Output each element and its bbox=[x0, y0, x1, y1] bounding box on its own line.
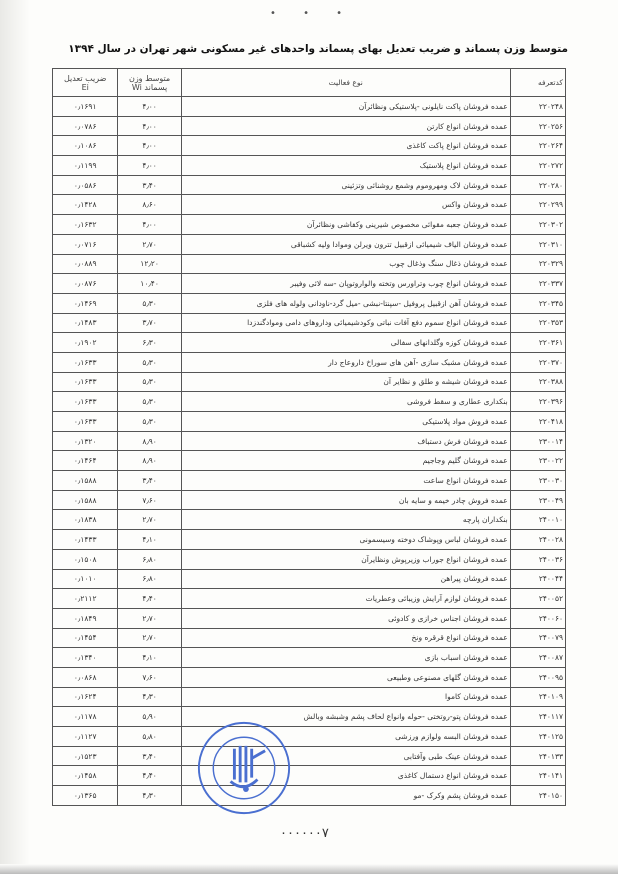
cell-code: ۲۴۰۱۰۹ bbox=[510, 687, 565, 707]
table-row bbox=[53, 412, 566, 432]
cell-ei: ۰٫۱۴۶۹ bbox=[53, 293, 118, 313]
cell-code: ۲۲۰۳۰۲ bbox=[510, 215, 565, 235]
cell-wi: ۱۲٫۲۰ bbox=[118, 254, 181, 274]
cell-wi: ۳٫۴۰ bbox=[118, 471, 181, 491]
cell-wi: ۵٫۸۰ bbox=[118, 727, 181, 747]
cell-code: ۲۲۰۳۸۸ bbox=[510, 372, 565, 392]
cell-activity: عمده فروشان انواع دستمال کاغذی bbox=[181, 766, 510, 786]
cell-ei: ۰٫۰۸۷۶ bbox=[53, 274, 118, 294]
cell-ei: ۰٫۱۶۲۴ bbox=[53, 687, 118, 707]
table-row bbox=[53, 431, 566, 451]
cell-code: ۲۴۰۰۸۷ bbox=[510, 648, 565, 668]
cell-activity: عمده فروشان جعبه مقوائی مخصوص شیرینی وکفاشی ونظائرآن bbox=[181, 215, 510, 235]
cell-ei: ۰٫۱۵۸۸ bbox=[53, 471, 118, 491]
header-wi-line1: متوسط وزن bbox=[128, 73, 171, 83]
cell-wi: ۴٫۴۰ bbox=[118, 589, 181, 609]
table-row bbox=[53, 471, 566, 491]
cell-activity: عمده فروشان فرش دستباف bbox=[181, 431, 510, 451]
cell-code: ۲۲۰۲۵۶ bbox=[510, 116, 565, 136]
cell-ei: ۰٫۱۱۹۹ bbox=[53, 156, 118, 176]
cell-activity: بنکداران پارچه bbox=[181, 510, 510, 530]
table-row bbox=[53, 333, 566, 353]
cell-ei: ۰٫۱۹۰۲ bbox=[53, 333, 118, 353]
cell-activity: بنکداری عطاری و سقط فروشی bbox=[181, 392, 510, 412]
table-row bbox=[53, 510, 566, 530]
document-title: متوسط وزن پسماند و ضریب تعدیل بهای پسماند واحدهای غیر مسکونی شهر تهران در سال ۱۳۹۴ bbox=[68, 43, 568, 55]
cell-activity: عمده فروشان انواع پلاستیک bbox=[181, 156, 510, 176]
cell-wi: ۵٫۳۰ bbox=[118, 372, 181, 392]
table-row bbox=[53, 195, 566, 215]
cell-activity: عمده فروشان لباس وپوشاک دوخته وسیسمونی bbox=[181, 530, 510, 550]
cell-wi: ۵٫۳۰ bbox=[118, 392, 181, 412]
cell-activity: عمده فروشان لوازم آرایش وزیبائی وعطریات bbox=[181, 589, 510, 609]
cell-code: ۲۴۰۱۱۷ bbox=[510, 707, 565, 727]
cell-code: ۲۲۰۳۱۰ bbox=[510, 234, 565, 254]
cell-activity: عمده فروشان مشبک سازی -آهن های سوراخ داروعاج دار bbox=[181, 352, 510, 372]
cell-wi: ۲٫۷۰ bbox=[118, 608, 181, 628]
cell-ei: ۰٫۱۸۳۸ bbox=[53, 510, 118, 530]
cell-wi: ۴٫۳۰ bbox=[118, 687, 181, 707]
cell-code: ۲۴۰۱۲۵ bbox=[510, 727, 565, 747]
cell-wi: ۴٫۰۰ bbox=[118, 215, 181, 235]
cell-activity: عمده فروشان شیشه و طلق و نظایر آن bbox=[181, 372, 510, 392]
cell-activity: عمده فروشان انواع چوب وتراورس وتخته والواروتوپان -سه لائی وفیبر bbox=[181, 274, 510, 294]
table-row bbox=[53, 549, 566, 569]
table-row bbox=[53, 766, 566, 786]
cell-wi: ۲٫۷۰ bbox=[118, 628, 181, 648]
cell-wi: ۳٫۴۰ bbox=[118, 175, 181, 195]
cell-wi: ۸٫۶۰ bbox=[118, 195, 181, 215]
cell-wi: ۷٫۶۰ bbox=[118, 490, 181, 510]
cell-code: ۲۴۰۰۷۹ bbox=[510, 628, 565, 648]
cell-code: ۲۲۰۳۶۱ bbox=[510, 333, 565, 353]
cell-wi: ۴٫۳۰ bbox=[118, 786, 181, 806]
table-row bbox=[53, 648, 566, 668]
cell-ei: ۰٫۱۶۳۳ bbox=[53, 372, 118, 392]
cell-ei: ۰٫۱۴۵۴ bbox=[53, 628, 118, 648]
cell-code: ۲۴۰۱۴۱ bbox=[510, 766, 565, 786]
cell-ei: ۰٫۱۸۴۹ bbox=[53, 608, 118, 628]
table-row bbox=[53, 254, 566, 274]
cell-wi: ۷٫۶۰ bbox=[118, 667, 181, 687]
cell-activity: عمده فروشان انواع قرقره ونخ bbox=[181, 628, 510, 648]
table-row bbox=[53, 530, 566, 550]
table-row bbox=[53, 569, 566, 589]
cell-code: ۲۳۰۰۲۲ bbox=[510, 451, 565, 471]
cell-ei: ۰٫۱۰۸۶ bbox=[53, 136, 118, 156]
table-row bbox=[53, 116, 566, 136]
cell-code: ۲۲۰۳۵۳ bbox=[510, 313, 565, 333]
cell-wi: ۶٫۸۰ bbox=[118, 569, 181, 589]
cell-code: ۲۴۰۰۳۶ bbox=[510, 549, 565, 569]
cell-ei: ۰٫۰۸۸۹ bbox=[53, 254, 118, 274]
cell-wi: ۵٫۳۰ bbox=[118, 412, 181, 432]
table-row bbox=[53, 215, 566, 235]
table-header-row bbox=[53, 69, 566, 97]
cell-wi: ۸٫۹۰ bbox=[118, 451, 181, 471]
cell-ei: ۰٫۱۴۲۸ bbox=[53, 195, 118, 215]
cell-wi: ۴٫۴۰ bbox=[118, 766, 181, 786]
cell-wi: ۴٫۰۰ bbox=[118, 116, 181, 136]
header-code: کدتعرفه bbox=[510, 69, 565, 97]
cell-code: ۲۲۰۲۴۸ bbox=[510, 97, 565, 117]
cell-activity: عمده فروشان انواع پاکت کاغذی bbox=[181, 136, 510, 156]
cell-ei: ۰٫۱۵۲۳ bbox=[53, 746, 118, 766]
cell-activity: عمده فروشان انواع جوراب وزیرپوش ونظایرآن bbox=[181, 549, 510, 569]
cell-code: ۲۲۰۲۶۴ bbox=[510, 136, 565, 156]
table-row bbox=[53, 372, 566, 392]
cell-ei: ۰٫۱۶۳۲ bbox=[53, 215, 118, 235]
cell-wi: ۲٫۷۰ bbox=[118, 234, 181, 254]
table-row bbox=[53, 136, 566, 156]
cell-code: ۲۲۰۲۸۰ bbox=[510, 175, 565, 195]
cell-activity: عمده فروشان کوزه وگلدانهای سفالی bbox=[181, 333, 510, 353]
cell-wi: ۳٫۴۰ bbox=[118, 746, 181, 766]
cell-activity: عمده فروشان اجناس خرازی و کادوئی bbox=[181, 608, 510, 628]
table-row bbox=[53, 589, 566, 609]
table-row bbox=[53, 451, 566, 471]
table-row bbox=[53, 274, 566, 294]
cell-code: ۲۴۰۱۳۳ bbox=[510, 746, 565, 766]
cell-wi: ۸٫۹۰ bbox=[118, 431, 181, 451]
cell-wi: ۶٫۸۰ bbox=[118, 549, 181, 569]
cell-activity: عمده فروش مواد پلاستیکی bbox=[181, 412, 510, 432]
cell-ei: ۰٫۱۳۲۰ bbox=[53, 431, 118, 451]
waste-tariff-table bbox=[52, 68, 566, 806]
cell-wi: ۵٫۳۰ bbox=[118, 293, 181, 313]
header-ei bbox=[53, 69, 118, 97]
header-ei-line2: Ei bbox=[81, 82, 89, 92]
cell-ei: ۰٫۱۶۳۳ bbox=[53, 412, 118, 432]
cell-ei: ۰٫۰۸۶۸ bbox=[53, 667, 118, 687]
cell-wi: ۴٫۰۰ bbox=[118, 156, 181, 176]
cell-ei: ۰٫۰۵۸۶ bbox=[53, 175, 118, 195]
cell-code: ۲۴۰۰۲۸ bbox=[510, 530, 565, 550]
table-row bbox=[53, 156, 566, 176]
table-row bbox=[53, 175, 566, 195]
cell-ei: ۰٫۱۶۹۱ bbox=[53, 97, 118, 117]
cell-ei: ۰٫۱۱۷۸ bbox=[53, 707, 118, 727]
table-row bbox=[53, 707, 566, 727]
table-row bbox=[53, 293, 566, 313]
cell-activity: عمده فروشان پاکت نایلونی -پلاستیکی ونظائرآن bbox=[181, 97, 510, 117]
cell-code: ۲۴۰۰۶۰ bbox=[510, 608, 565, 628]
cell-activity: عمده فروشان انواع کارتن bbox=[181, 116, 510, 136]
cell-code: ۲۳۰۰۱۴ bbox=[510, 431, 565, 451]
cell-code: ۲۲۰۳۴۵ bbox=[510, 293, 565, 313]
cell-ei: ۰٫۱۵۰۸ bbox=[53, 549, 118, 569]
cell-ei: ۰٫۱۴۸۳ bbox=[53, 313, 118, 333]
cell-activity: عمده فروشان واکس bbox=[181, 195, 510, 215]
cell-activity: عمده فروشان انواع ساعت bbox=[181, 471, 510, 491]
cell-ei: ۰٫۰۷۱۶ bbox=[53, 234, 118, 254]
cell-wi: ۴٫۱۰ bbox=[118, 530, 181, 550]
cell-ei: ۰٫۰۷۸۶ bbox=[53, 116, 118, 136]
header-wi bbox=[118, 69, 181, 97]
cell-code: ۲۲۰۲۹۹ bbox=[510, 195, 565, 215]
cell-ei: ۰٫۱۳۴۰ bbox=[53, 648, 118, 668]
table-row bbox=[53, 667, 566, 687]
table-row bbox=[53, 313, 566, 333]
cell-ei: ۰٫۱۳۶۵ bbox=[53, 786, 118, 806]
cell-ei: ۰٫۲۱۱۲ bbox=[53, 589, 118, 609]
cell-wi: ۵٫۳۰ bbox=[118, 352, 181, 372]
cell-wi: ۴٫۱۰ bbox=[118, 648, 181, 668]
top-marks: • • • bbox=[270, 8, 355, 19]
cell-wi: ۲٫۷۰ bbox=[118, 510, 181, 530]
cell-code: ۲۲۰۳۳۷ bbox=[510, 274, 565, 294]
cell-activity: عمده فروشان لاک ومهروموم وشمع روشنائی وتزئینی bbox=[181, 175, 510, 195]
cell-wi: ۴٫۰۰ bbox=[118, 136, 181, 156]
cell-activity: عمده فروشان پیراهن bbox=[181, 569, 510, 589]
table-row bbox=[53, 352, 566, 372]
cell-activity: عمده فروشان اسباب بازی bbox=[181, 648, 510, 668]
cell-activity: عمده فروشان الیاف شیمیائی ازقبیل تترون ویرلن وموادا ولیه کشباقی bbox=[181, 234, 510, 254]
cell-code: ۲۲۰۲۷۲ bbox=[510, 156, 565, 176]
cell-code: ۲۳۰۰۴۹ bbox=[510, 490, 565, 510]
cell-code: ۲۴۰۰۱۰ bbox=[510, 510, 565, 530]
cell-ei: ۰٫۱۰۱۰ bbox=[53, 569, 118, 589]
cell-activity: عمده فروشان پتو-روتختی -حوله وانواع لحاف پشم وشبشه وبالش bbox=[181, 707, 510, 727]
cell-code: ۲۴۰۰۴۴ bbox=[510, 569, 565, 589]
cell-wi: ۵٫۹۰ bbox=[118, 707, 181, 727]
cell-activity: عمده فروشان کاموا bbox=[181, 687, 510, 707]
cell-code: ۲۲۰۳۹۶ bbox=[510, 392, 565, 412]
table-row bbox=[53, 234, 566, 254]
table-row bbox=[53, 746, 566, 766]
table-row bbox=[53, 628, 566, 648]
cell-code: ۲۴۰۱۵۰ bbox=[510, 786, 565, 806]
header-wi-line2: پسماند Wi bbox=[131, 82, 168, 92]
cell-code: ۲۳۰۰۳۰ bbox=[510, 471, 565, 491]
cell-code: ۲۲۰۴۱۸ bbox=[510, 412, 565, 432]
cell-code: ۲۲۰۳۲۹ bbox=[510, 254, 565, 274]
cell-ei: ۰٫۱۶۳۳ bbox=[53, 392, 118, 412]
header-activity: نوع فعالیت bbox=[181, 69, 510, 97]
cell-ei: ۰٫۱۴۶۴ bbox=[53, 451, 118, 471]
official-seal-icon bbox=[196, 720, 292, 816]
table-row bbox=[53, 97, 566, 117]
cell-ei: ۰٫۱۶۳۳ bbox=[53, 352, 118, 372]
table-row bbox=[53, 608, 566, 628]
cell-activity: عمده فروشان عینک طبی وآفتابی bbox=[181, 746, 510, 766]
table-row bbox=[53, 490, 566, 510]
cell-wi: ۳٫۷۰ bbox=[118, 313, 181, 333]
table-row bbox=[53, 392, 566, 412]
page-number: ۰۰۰۰۰۰۷ bbox=[280, 826, 329, 841]
scan-edge-shadow bbox=[0, 0, 30, 874]
table-row bbox=[53, 786, 566, 806]
cell-activity: عمده فروشان ذغال سنگ وذغال چوب bbox=[181, 254, 510, 274]
cell-wi: ۱۰٫۴۰ bbox=[118, 274, 181, 294]
cell-code: ۲۴۰۰۵۲ bbox=[510, 589, 565, 609]
cell-ei: ۰٫۱۱۲۷ bbox=[53, 727, 118, 747]
table-row bbox=[53, 687, 566, 707]
cell-wi: ۴٫۰۰ bbox=[118, 97, 181, 117]
cell-code: ۲۲۰۳۷۰ bbox=[510, 352, 565, 372]
cell-activity: عمده فروشان گلهای مصنوعی وطبیعی bbox=[181, 667, 510, 687]
cell-activity: عمده فروشان آهن ازقبیل پروفیل -سپنتا-نبشی -میل گرد-ناودانی ولوله های فلزی bbox=[181, 293, 510, 313]
cell-activity: عمده فروشان پشم وکرک -مو bbox=[181, 786, 510, 806]
cell-activity: عمده فروشان البسه ولوازم ورزشی bbox=[181, 727, 510, 747]
cell-activity: عمده فروشان گلیم وجاجیم bbox=[181, 451, 510, 471]
cell-activity: عمده فروشان انواع سموم دفع آفات نباتی وکودشیمیائی وداروهای دامی وموادگندزدا bbox=[181, 313, 510, 333]
cell-ei: ۰٫۱۴۳۳ bbox=[53, 530, 118, 550]
scan-bottom-shadow bbox=[0, 864, 618, 874]
cell-ei: ۰٫۱۴۵۸ bbox=[53, 766, 118, 786]
cell-ei: ۰٫۱۵۸۸ bbox=[53, 490, 118, 510]
header-ei-line1: ضریب تعدیل bbox=[64, 73, 107, 83]
table-row bbox=[53, 727, 566, 747]
cell-activity: عمده فروش چادر خیمه و سایه بان bbox=[181, 490, 510, 510]
cell-code: ۲۴۰۰۹۵ bbox=[510, 667, 565, 687]
cell-wi: ۶٫۳۰ bbox=[118, 333, 181, 353]
